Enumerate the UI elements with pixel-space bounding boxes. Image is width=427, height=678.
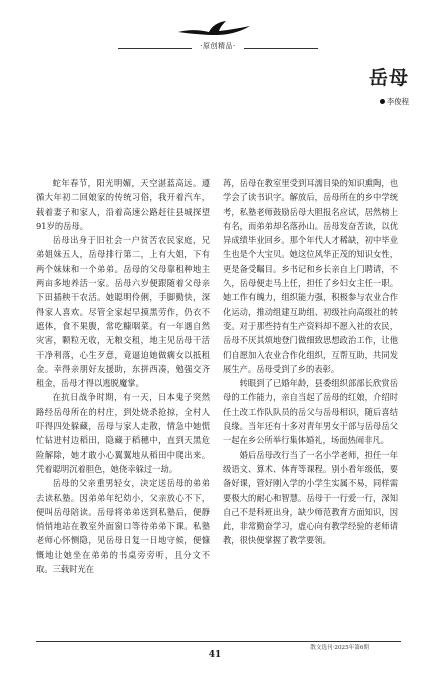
header-rule-left [118, 48, 192, 49]
magazine-issue: 散文选刊·2025年第6期 [310, 645, 369, 651]
right-column [223, 176, 398, 548]
paragraph: 岳母的父亲重男轻女，决定送岳母的弟弟去读私塾。因弟弟年纪幼小，父亲放心不下，便叫岳母陪读。岳母将弟弟送到私塾后，便静悄悄地站在教室外面窗口等待弟弟下课。私塾老师心怀恻隐，见岳母日复一日地守候，便慷慨地让她坐在弟弟的书桌旁旁听，且分文不取。三载时光在 [36, 478, 210, 575]
section-label: ·原创精品· [200, 42, 236, 50]
paragraph: 转眼到了已婚年龄，县委组织部部长欣赏岳母的工作能力，亲自当起了岳母的红娘，介绍时任土改工作队队员的岳父与岳母相识，随后喜结良缘。当年还有十多对青年男女干部与岳母岳父一起在乡公所举行集体婚礼，场面热闹非凡。 [223, 378, 398, 446]
paragraph: 在抗日战争时期，有一天，日本鬼子突然路经岳母所在的村庄，到处烧杀抢掠，全村人吓得四处躲藏，岳母与家人走散，情急中她慌忙钻进村边稻田，隐藏于稻穗中，直到天黑危险解除，她才敢小心翼翼地从稻田中爬出来。凭着聪明沉着胆色，她侥幸躲过一劫。 [36, 392, 210, 474]
paragraph-continued: 苒，岳母在教室里受到耳濡目染的知识熏陶，也学会了读书识字。解放后，岳母所在的乡中学统考，私塾老师鼓励岳母大胆报名应试，居然榜上有名，而弟弟却名落孙山。岳母发奋苦读，以优异成绩毕业回乡。那个年代人才稀缺，初中毕业生也是个大宝贝。她这位风华正茂的知识女性，更是备受瞩目。乡书记和乡长亲自上门聘请，不久，岳母便走马上任，担任了乡妇女主任一职。她工作有魄力，组织能力强，积极参与农业合作化运动，推动组建互助组、初级社向高级社的转变。对于那些持有生产资料却不愿入社的农民，岳母不厌其烦地登门做细致思想政治工作，让他们自愿加入农业合作化组织，互帮互助，共同发展生产。岳母受到了乡的表彰。 [223, 178, 398, 374]
paragraph: 婚后岳母改行当了一名小学老师，担任一年级语文、算术、体育等课程。别小看年级低，要备好课，管好刚入学的小学生实属不易，同样需要极大的耐心和智慧。岳母干一行爱一行，深知自己不是科班出身，缺少师范教育方面知识，因此，非常勤奋学习，虚心向有教学经验的老师请教，很快便掌握了教学要领。 [223, 449, 398, 546]
author-name: 李俊程 [386, 97, 409, 106]
footer-rule [36, 641, 401, 642]
bullet-icon [380, 99, 385, 104]
author-line [380, 96, 409, 107]
paragraph: 蛇年春节，阳光明媚，天空湛蓝高远。遵循大年初二回娘家的传统习俗，我开着汽车，载着妻子和家人，沿着高速公路赶往县城探望91岁的岳母。 [36, 178, 210, 231]
page-number: 41 [208, 650, 222, 660]
paragraph: 岳母出身于旧社会一户贫苦农民家庭，兄弟姐妹五人，岳母排行第二，上有大姐，下有两个妹妹和一个弟弟。岳母的父母靠租种地主两亩多地养活一家。岳母六岁便跟随着父母亲下田插秧干农活。她聪明伶俐，手脚勤快，深得家人喜欢。尽管全家起早摸黑劳作，仍衣不遮体，食不果腹，常吃糠咽菜。有一年遇自然灾害，颗粒无收，无粮交租，地主见岳母干活干净利落，心生歹意，竟逼迫她做瘸女以抵租金。幸得亲朋好友援助，东拼西凑，勉强交齐租金，岳母才得以逃脱魔掌。 [36, 235, 210, 389]
bird-logo-icon [176, 18, 252, 40]
header-rule-right [244, 48, 318, 49]
left-column [36, 176, 210, 576]
article-title: 岳母 [368, 67, 409, 89]
